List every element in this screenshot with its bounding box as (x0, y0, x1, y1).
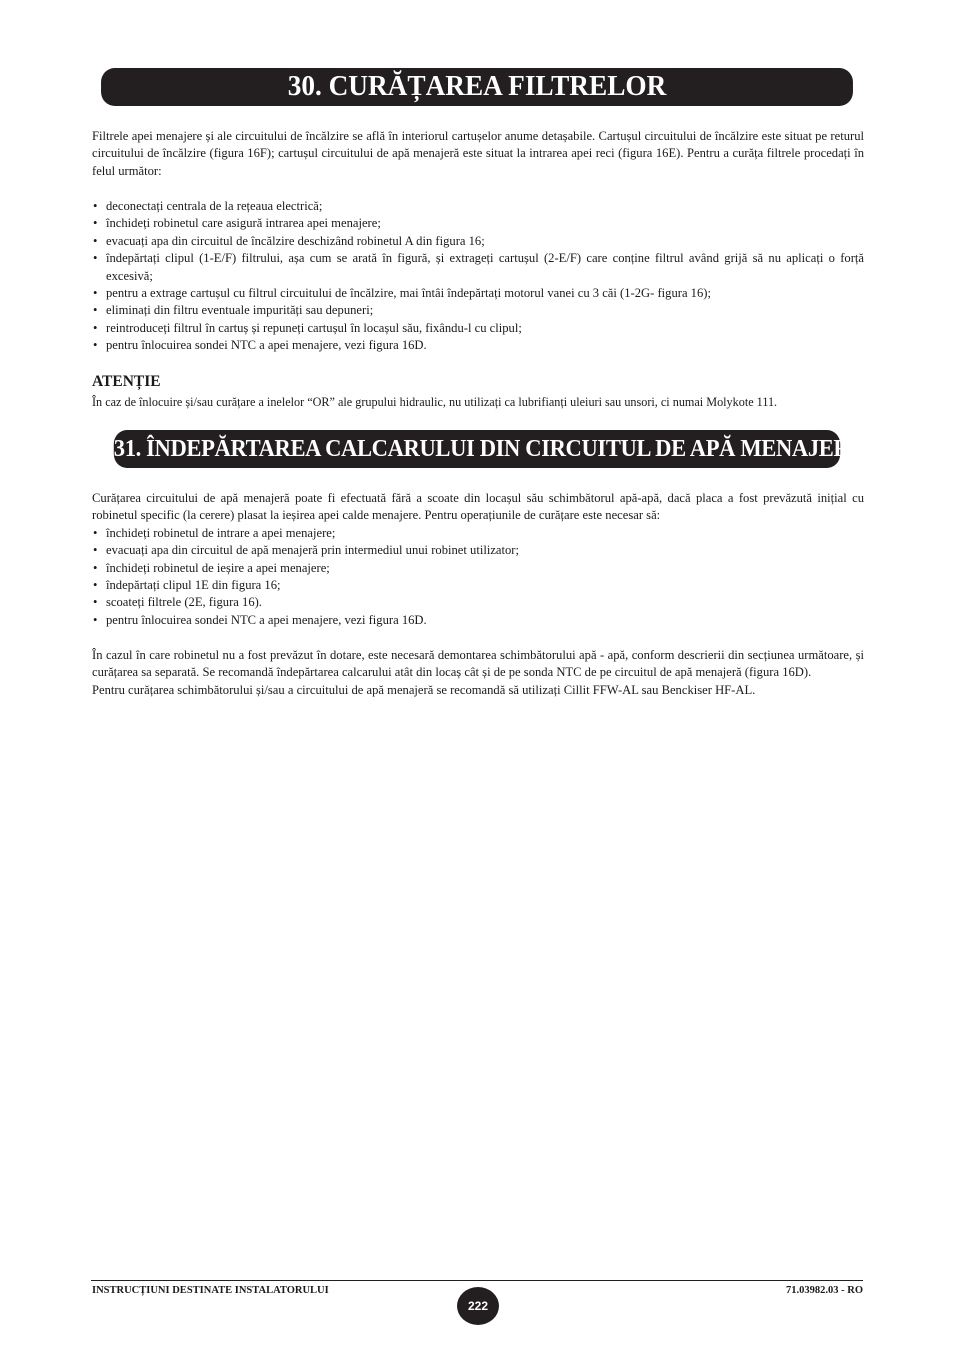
footer-document-code: 71.03982.03 - RO (786, 1285, 863, 1296)
list-item: • evacuați apa din circuitul de încălzire deschizând robinetul A din figura 16; (92, 233, 864, 250)
warning-heading: ATENȚIE (92, 373, 161, 390)
section-31-content (92, 490, 864, 629)
section-31-steps (92, 525, 864, 629)
warning-text: În caz de înlocuire și/sau curățare a inelelor “OR” ale grupului hidraulic, nu utilizați ca lubrifianți uleiuri sau unsori, ci numai Molykote 111. (92, 395, 778, 409)
section-31-intro-text: Curățarea circuitului de apă menajeră poate fi efectuată fără a scoate din locașul său schimbătorul apă-apă, dacă placa a fost prevăzută inițial cu robinetul specific (la cerere) plasat la ieșirea apei calde menajere. Pentru operațiunile de curățare este necesar să: (92, 491, 864, 523)
section-30-title: 30. CURĂȚAREA FILTRELOR (101, 68, 853, 106)
list-item: • închideți robinetul de ieșire a apei menajere; (92, 560, 864, 577)
footer-divider (91, 1280, 863, 1281)
list-item: • închideți robinetul de intrare a apei menajere; (92, 525, 864, 542)
page-number-badge: 222 (457, 1287, 499, 1325)
section-30-intro-text: Filtrele apei menajere și ale circuitului de încălzire se află în interiorul cartușelor anume detașabile. Cartușul circuitului de încălzire este situat pe returul circuitului de încălzire (figura 16F); cartușul circuitului de apă menajeră este situat la intrarea apei reci (figura 16E). Pentru a curăța filtrele procedați în felul următor: (92, 129, 864, 178)
footer-left-label: INSTRUCȚIUNI DESTINATE INSTALATORULUI (92, 1285, 329, 1296)
list-item: • pentru a extrage cartușul cu filtrul circuitului de încălzire, mai întâi îndepărtați motorul vanei cu 3 căi (1-2G- figura 16); (92, 285, 864, 302)
section-30-intro (92, 128, 864, 180)
section-31-paragraph-1: În cazul în care robinetul nu a fost prevăzut în dotare, este necesară demontarea schimbătorului apă - apă, conform descrierii din secțiunea următoare, și curățarea sa separată. Se recomandă îndepărtarea calcarului atât din locaș cât și de pe sonda NTC de pe circuitul de apă menajeră (figura 16D). (92, 648, 864, 680)
section-31-title: 31. ÎNDEPĂRTAREA CALCARULUI DIN CIRCUITUL DE APĂ MENAJERĂ (114, 430, 840, 468)
list-item: • pentru înlocuirea sondei NTC a apei menajere, vezi figura 16D. (92, 612, 864, 629)
list-item: • pentru înlocuirea sondei NTC a apei menajere, vezi figura 16D. (92, 337, 864, 354)
section-31-notes (92, 647, 864, 699)
section-30-steps (92, 198, 864, 355)
list-item: • eliminați din filtru eventuale impurități sau depuneri; (92, 302, 864, 319)
list-item: • reintroduceți filtrul în cartuș și repuneți cartușul în locașul său, fixându-l cu clipul; (92, 320, 864, 337)
list-item: • evacuați apa din circuitul de apă menajeră prin intermediul unui robinet utilizator; (92, 542, 864, 559)
section-31-paragraph-2: Pentru curățarea schimbătorului și/sau a circuitului de apă menajeră se recomandă să utilizați Cillit FFW-AL sau Benckiser HF-AL. (92, 682, 756, 697)
list-item: • scoateți filtrele (2E, figura 16). (92, 594, 864, 611)
list-item: • deconectați centrala de la rețeaua electrică; (92, 198, 864, 215)
list-item: • îndepărtați clipul 1E din figura 16; (92, 577, 864, 594)
list-item: • închideți robinetul care asigură intrarea apei menajere; (92, 215, 864, 232)
list-item: • îndepărtați clipul (1-E/F) filtrului, așa cum se arată în figură, și extrageți cartușul (2-E/F) care conține filtrul având grijă să nu aplicați o forță excesivă; (92, 250, 864, 285)
